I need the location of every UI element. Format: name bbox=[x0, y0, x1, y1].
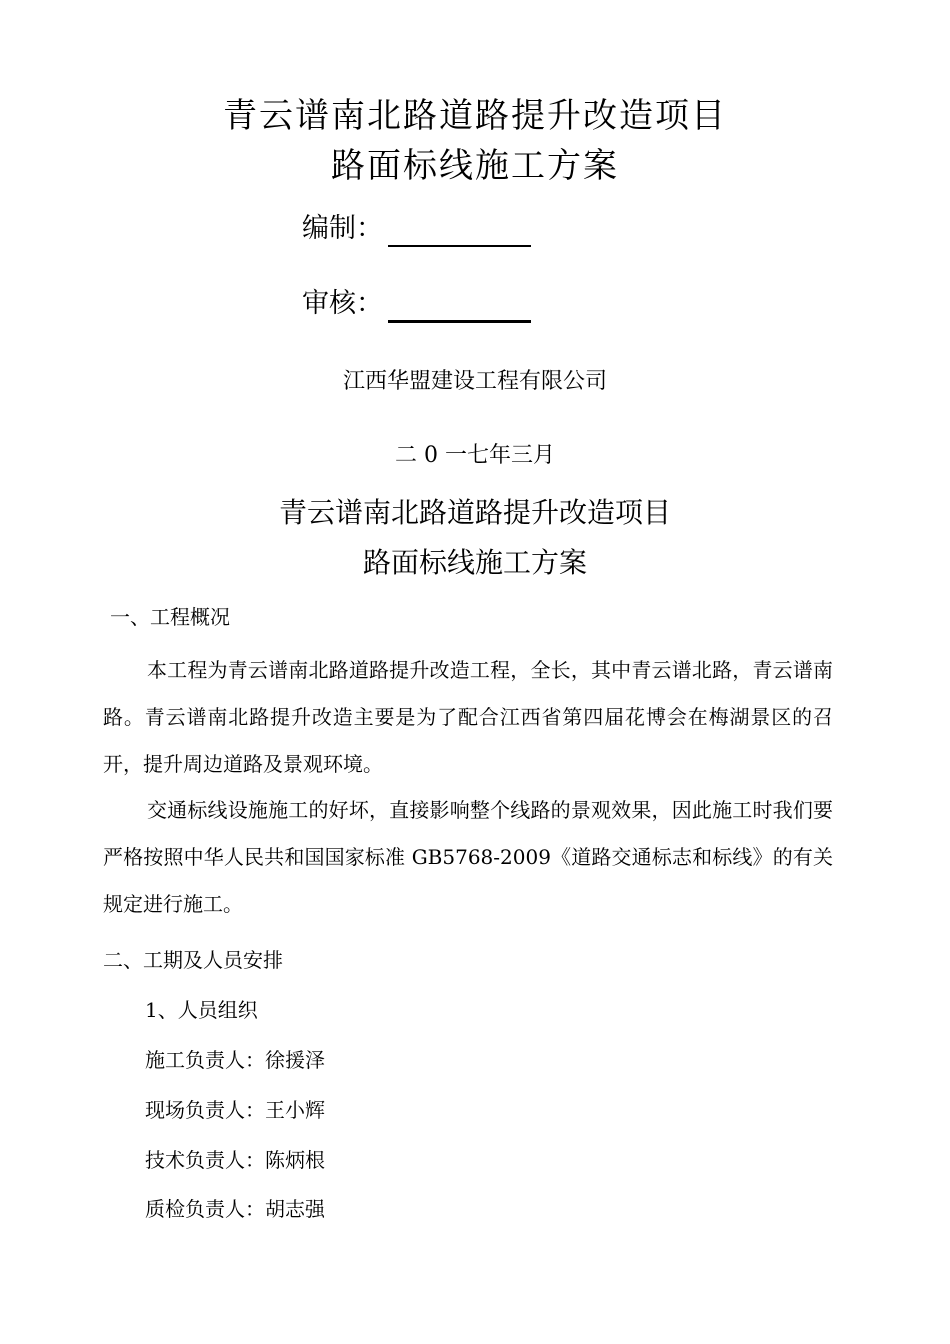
section1-paragraph2: 交通标线设施施工的好坏，直接影响整个线路的景观效果，因此施工时我们要严格按照中华人民共和国国家标准 GB5768-2009《道路交通标志和标线》的有关规定进行施工。 bbox=[103, 798, 833, 916]
cover-title-line2: 路面标线施工方案 bbox=[331, 146, 619, 186]
staff-line-quality: 质检负责人：胡志强 bbox=[145, 1197, 325, 1221]
reviewed-label: 审核： bbox=[302, 288, 383, 319]
section1-paragraph1: 本工程为青云谱南北路道路提升改造工程，全长，其中青云谱北路，青云谱南路。青云谱南北路提升改造主要是为了配合江西省第四届花博会在梅湖景区的召开，提升周边道路及景观环境。 bbox=[103, 658, 833, 776]
compiled-label: 编制： bbox=[302, 213, 383, 244]
section1-heading: 一、工程概况 bbox=[110, 605, 230, 629]
section2-heading: 二、工期及人员安排 bbox=[103, 948, 283, 972]
cover-title-line1: 青云谱南北路道路提升改造项目 bbox=[223, 96, 727, 136]
staff-line-technical: 技术负责人：陈炳根 bbox=[145, 1148, 325, 1172]
document-title-line2: 路面标线施工方案 bbox=[362, 546, 587, 579]
document-title-line1: 青云谱南北路道路提升改造项目 bbox=[278, 496, 671, 529]
staff-line-construction: 施工负责人：徐援泽 bbox=[145, 1048, 325, 1072]
cover-date: 二 0 一七年三月 bbox=[395, 443, 555, 468]
staff-line-site: 现场负责人：王小辉 bbox=[145, 1098, 325, 1122]
section2-subheading: 1、人员组织 bbox=[145, 998, 258, 1022]
company-name: 江西华盟建设工程有限公司 bbox=[342, 369, 607, 394]
compiled-signature-line bbox=[388, 245, 531, 247]
reviewed-signature-line bbox=[388, 320, 531, 323]
